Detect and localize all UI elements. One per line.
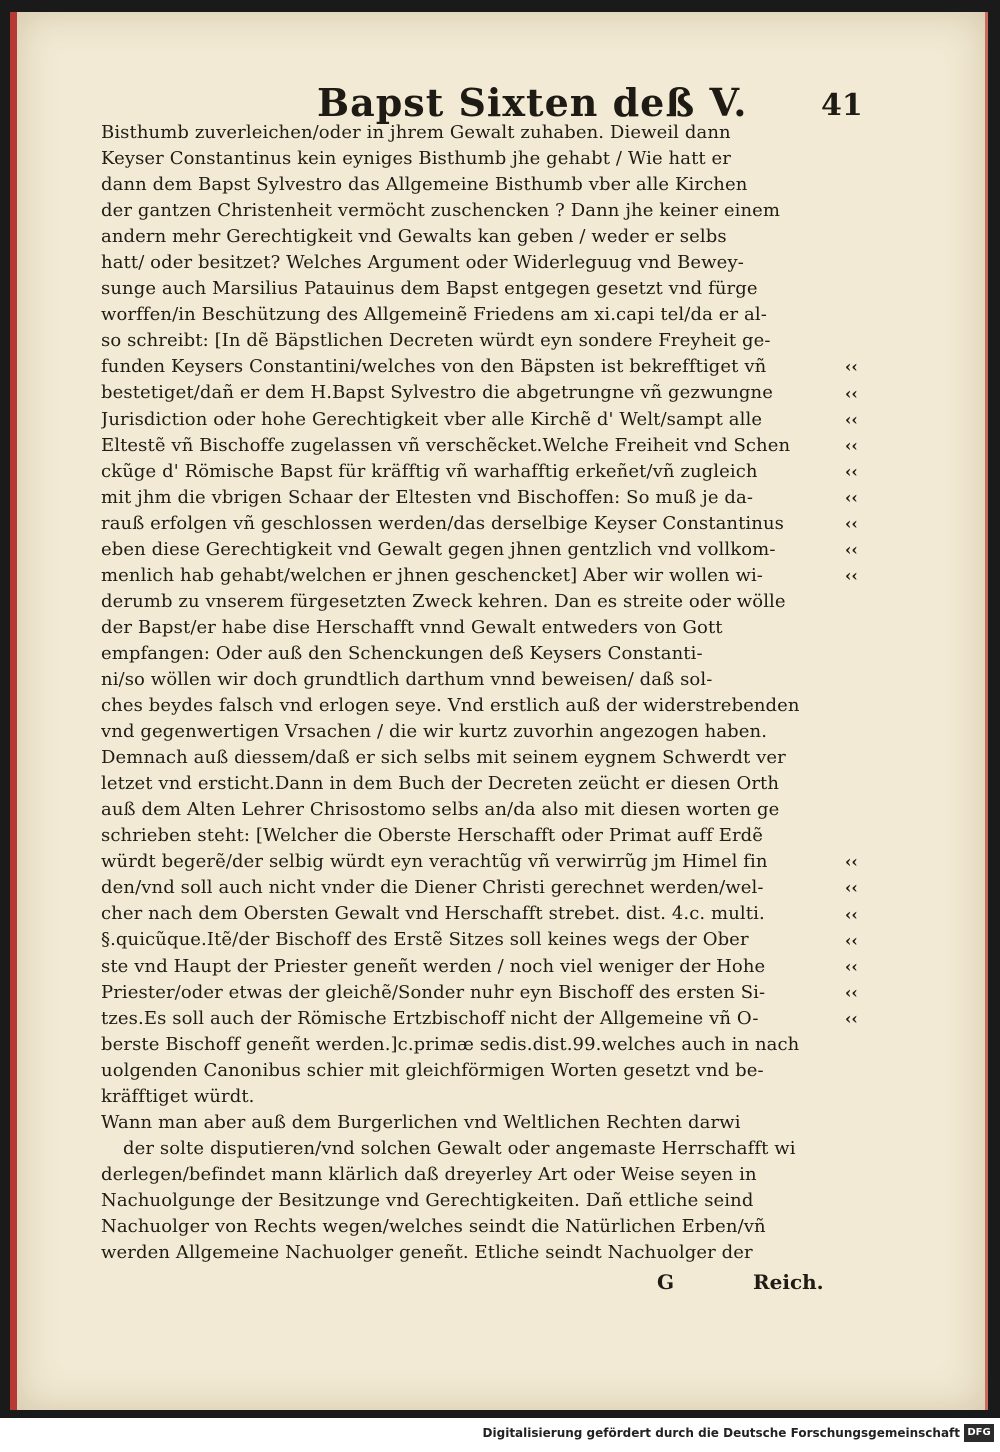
text-line: der Bapst/er habe dise Herschafft vnnd Gewalt entweders von Gott — [101, 616, 723, 638]
text-line: eben diese Gerechtigkeit vnd Gewalt gegen jhnen gentzlich vnd vollkom- — [101, 538, 776, 560]
text-line: Priester/oder etwas der gleichẽ/Sonder nuhr eyn Bischoff des ersten Si- — [101, 981, 766, 1003]
text-line: Wann man aber auß dem Burgerlichen vnd Weltlichen Rechten darwi — [101, 1111, 741, 1133]
margin-mark: ‹‹ — [845, 1008, 858, 1028]
margin-mark: ‹‹ — [845, 383, 858, 403]
text-line: Eltestẽ vñ Bischoffe zugelassen vñ verschẽcket.Welche Freiheit vnd Schen — [101, 434, 791, 456]
text-line: funden Keysers Constantini/welches von den Bäpsten ist bekrefftiget vñ — [101, 356, 767, 378]
text-line: ni/so wöllen wir doch grundtlich darthum vnnd beweisen/ daß sol- — [101, 668, 713, 690]
text-line: empfangen: Oder auß den Schenckungen deß Keysers Constanti- — [101, 642, 703, 664]
margin-mark: ‹‹ — [845, 904, 858, 924]
text-line: Nachuolger von Rechts wegen/welches seindt die Natürlichen Erben/vñ — [101, 1215, 766, 1237]
text-line: den/vnd soll auch nicht vnder die Diener Christi gerechnet werden/wel- — [101, 877, 764, 899]
page-number: 41 — [821, 88, 863, 123]
footer-bar — [0, 1418, 1000, 1452]
margin-mark: ‹‹ — [845, 487, 858, 507]
text-line: ste vnd Haupt der Priester geneñt werden / noch viel weniger der Hohe — [101, 955, 766, 977]
book-page — [10, 12, 988, 1410]
text-line: werden Allgemeine Nachuolger geneñt. Etliche seindt Nachuolger der — [101, 1242, 753, 1264]
margin-mark: ‹‹ — [845, 461, 858, 481]
margin-mark: ‹‹ — [845, 930, 858, 950]
signature-mark: G — [657, 1270, 675, 1294]
text-line: derlegen/befindet mann klärlich daß dreyerley Art oder Weise seyen in — [101, 1163, 757, 1185]
body-text — [101, 120, 843, 1266]
margin-mark: ‹‹ — [845, 435, 858, 455]
text-line: §.quicũque.Itẽ/der Bischoff des Erstẽ Sitzes soll keines wegs der Ober — [101, 929, 749, 951]
text-line: berste Bischoff geneñt werden.]c.primæ sedis.dist.99.welches auch in nach — [101, 1033, 800, 1055]
text-line: vnd gegenwertigen Vrsachen / die wir kurtz zuvorhin angezogen haben. — [101, 721, 768, 743]
text-line: mit jhm die vbrigen Schaar der Eltesten vnd Bischoffen: So muß je da- — [101, 486, 754, 508]
margin-mark: ‹‹ — [845, 357, 858, 377]
margin-mark: ‹‹ — [845, 956, 858, 976]
text-line: ckũge d' Römische Bapst für kräfftig vñ warhafftig erkeñet/vñ zugleich — [101, 460, 758, 482]
margin-mark: ‹‹ — [845, 409, 858, 429]
text-line: auß dem Alten Lehrer Chrisostomo selbs an/da also mit diesen worten ge — [101, 799, 780, 821]
text-line: so schreibt: [In dẽ Bäpstlichen Decreten würdt eyn sondere Freyheit ge- — [101, 330, 771, 352]
text-line: der solte disputieren/vnd solchen Gewalt oder angemaste Herrschafft wi — [123, 1137, 796, 1159]
text-line: worffen/in Beschützung des Allgemeinẽ Friedens am xi.capi tel/da er al- — [101, 304, 767, 326]
running-title: Bapst Sixten deß V. — [317, 80, 748, 125]
text-line: sunge auch Marsilius Patauinus dem Bapst entgegen gesetzt vnd fürge — [101, 278, 758, 300]
text-line: rauß erfolgen vñ geschlossen werden/das derselbige Keyser Constantinus — [101, 512, 785, 534]
dfg-logo-icon: DFG — [964, 1424, 994, 1442]
text-line: Demnach auß diessem/daß er sich selbs mit seinem eygnem Schwerdt ver — [101, 747, 786, 769]
margin-mark: ‹‹ — [845, 513, 858, 533]
text-line: schrieben steht: [Welcher die Oberste Herschafft oder Primat auff Erdẽ — [101, 825, 764, 847]
text-line: bestetiget/dañ er dem H.Bapst Sylvestro die abgetrungne vñ gezwungne — [101, 382, 773, 404]
text-line: letzet vnd ersticht.Dann in dem Buch der Decreten zeücht er diesen Orth — [101, 773, 780, 795]
margin-mark: ‹‹ — [845, 565, 858, 585]
text-line: hatt/ oder besitzet? Welches Argument oder Widerleguug vnd Bewey- — [101, 252, 744, 274]
text-line: tzes.Es soll auch der Römische Ertzbischoff nicht der Allgemeine vñ O- — [101, 1007, 759, 1029]
text-line: cher nach dem Obersten Gewalt vnd Herschafft strebet. dist. 4.c. multi. — [101, 903, 765, 925]
digitization-credit: Digitalisierung gefördert durch die Deutsche Forschungsgemeinschaft — [482, 1426, 960, 1440]
text-line: Bisthumb zuverleichen/oder in jhrem Gewalt zuhaben. Dieweil dann — [101, 122, 731, 143]
margin-mark: ‹‹ — [845, 982, 858, 1002]
text-line: dann dem Bapst Sylvestro das Allgemeine Bisthumb vber alle Kirchen — [101, 174, 748, 196]
text-line: kräfftiget würdt. — [101, 1085, 255, 1107]
text-line: andern mehr Gerechtigkeit vnd Gewalts kan geben / weder er selbs — [101, 226, 727, 248]
margin-mark: ‹‹ — [845, 852, 858, 872]
margin-mark: ‹‹ — [845, 878, 858, 898]
text-line: Keyser Constantinus kein eyniges Bisthumb jhe gehabt / Wie hatt er — [101, 148, 732, 170]
text-line: Nachuolgunge der Besitzunge vnd Gerechtigkeiten. Dañ ettliche seind — [101, 1189, 754, 1211]
text-line: derumb zu vnserem fürgesetzten Zweck kehren. Dan es streite oder wölle — [101, 590, 786, 612]
text-line: uolgenden Canonibus schier mit gleichförmigen Worten gesetzt vnd be- — [101, 1059, 764, 1081]
text-line: ches beydes falsch vnd erlogen seye. Vnd erstlich auß der widerstrebenden — [101, 695, 800, 717]
text-line: der gantzen Christenheit vermöcht zuschencken ? Dann jhe keiner einem — [101, 200, 781, 222]
text-line: menlich hab gehabt/welchen er jhnen geschencket] Aber wir wollen wi- — [101, 564, 763, 586]
margin-mark: ‹‹ — [845, 539, 858, 559]
text-line: würdt begerẽ/der selbig würdt eyn verachtũg vñ verwirrũg jm Himel fin — [101, 851, 768, 873]
catchword: Reich. — [753, 1270, 824, 1294]
text-line: Jurisdiction oder hohe Gerechtigkeit vber alle Kirchẽ d' Welt/sampt alle — [101, 408, 763, 430]
